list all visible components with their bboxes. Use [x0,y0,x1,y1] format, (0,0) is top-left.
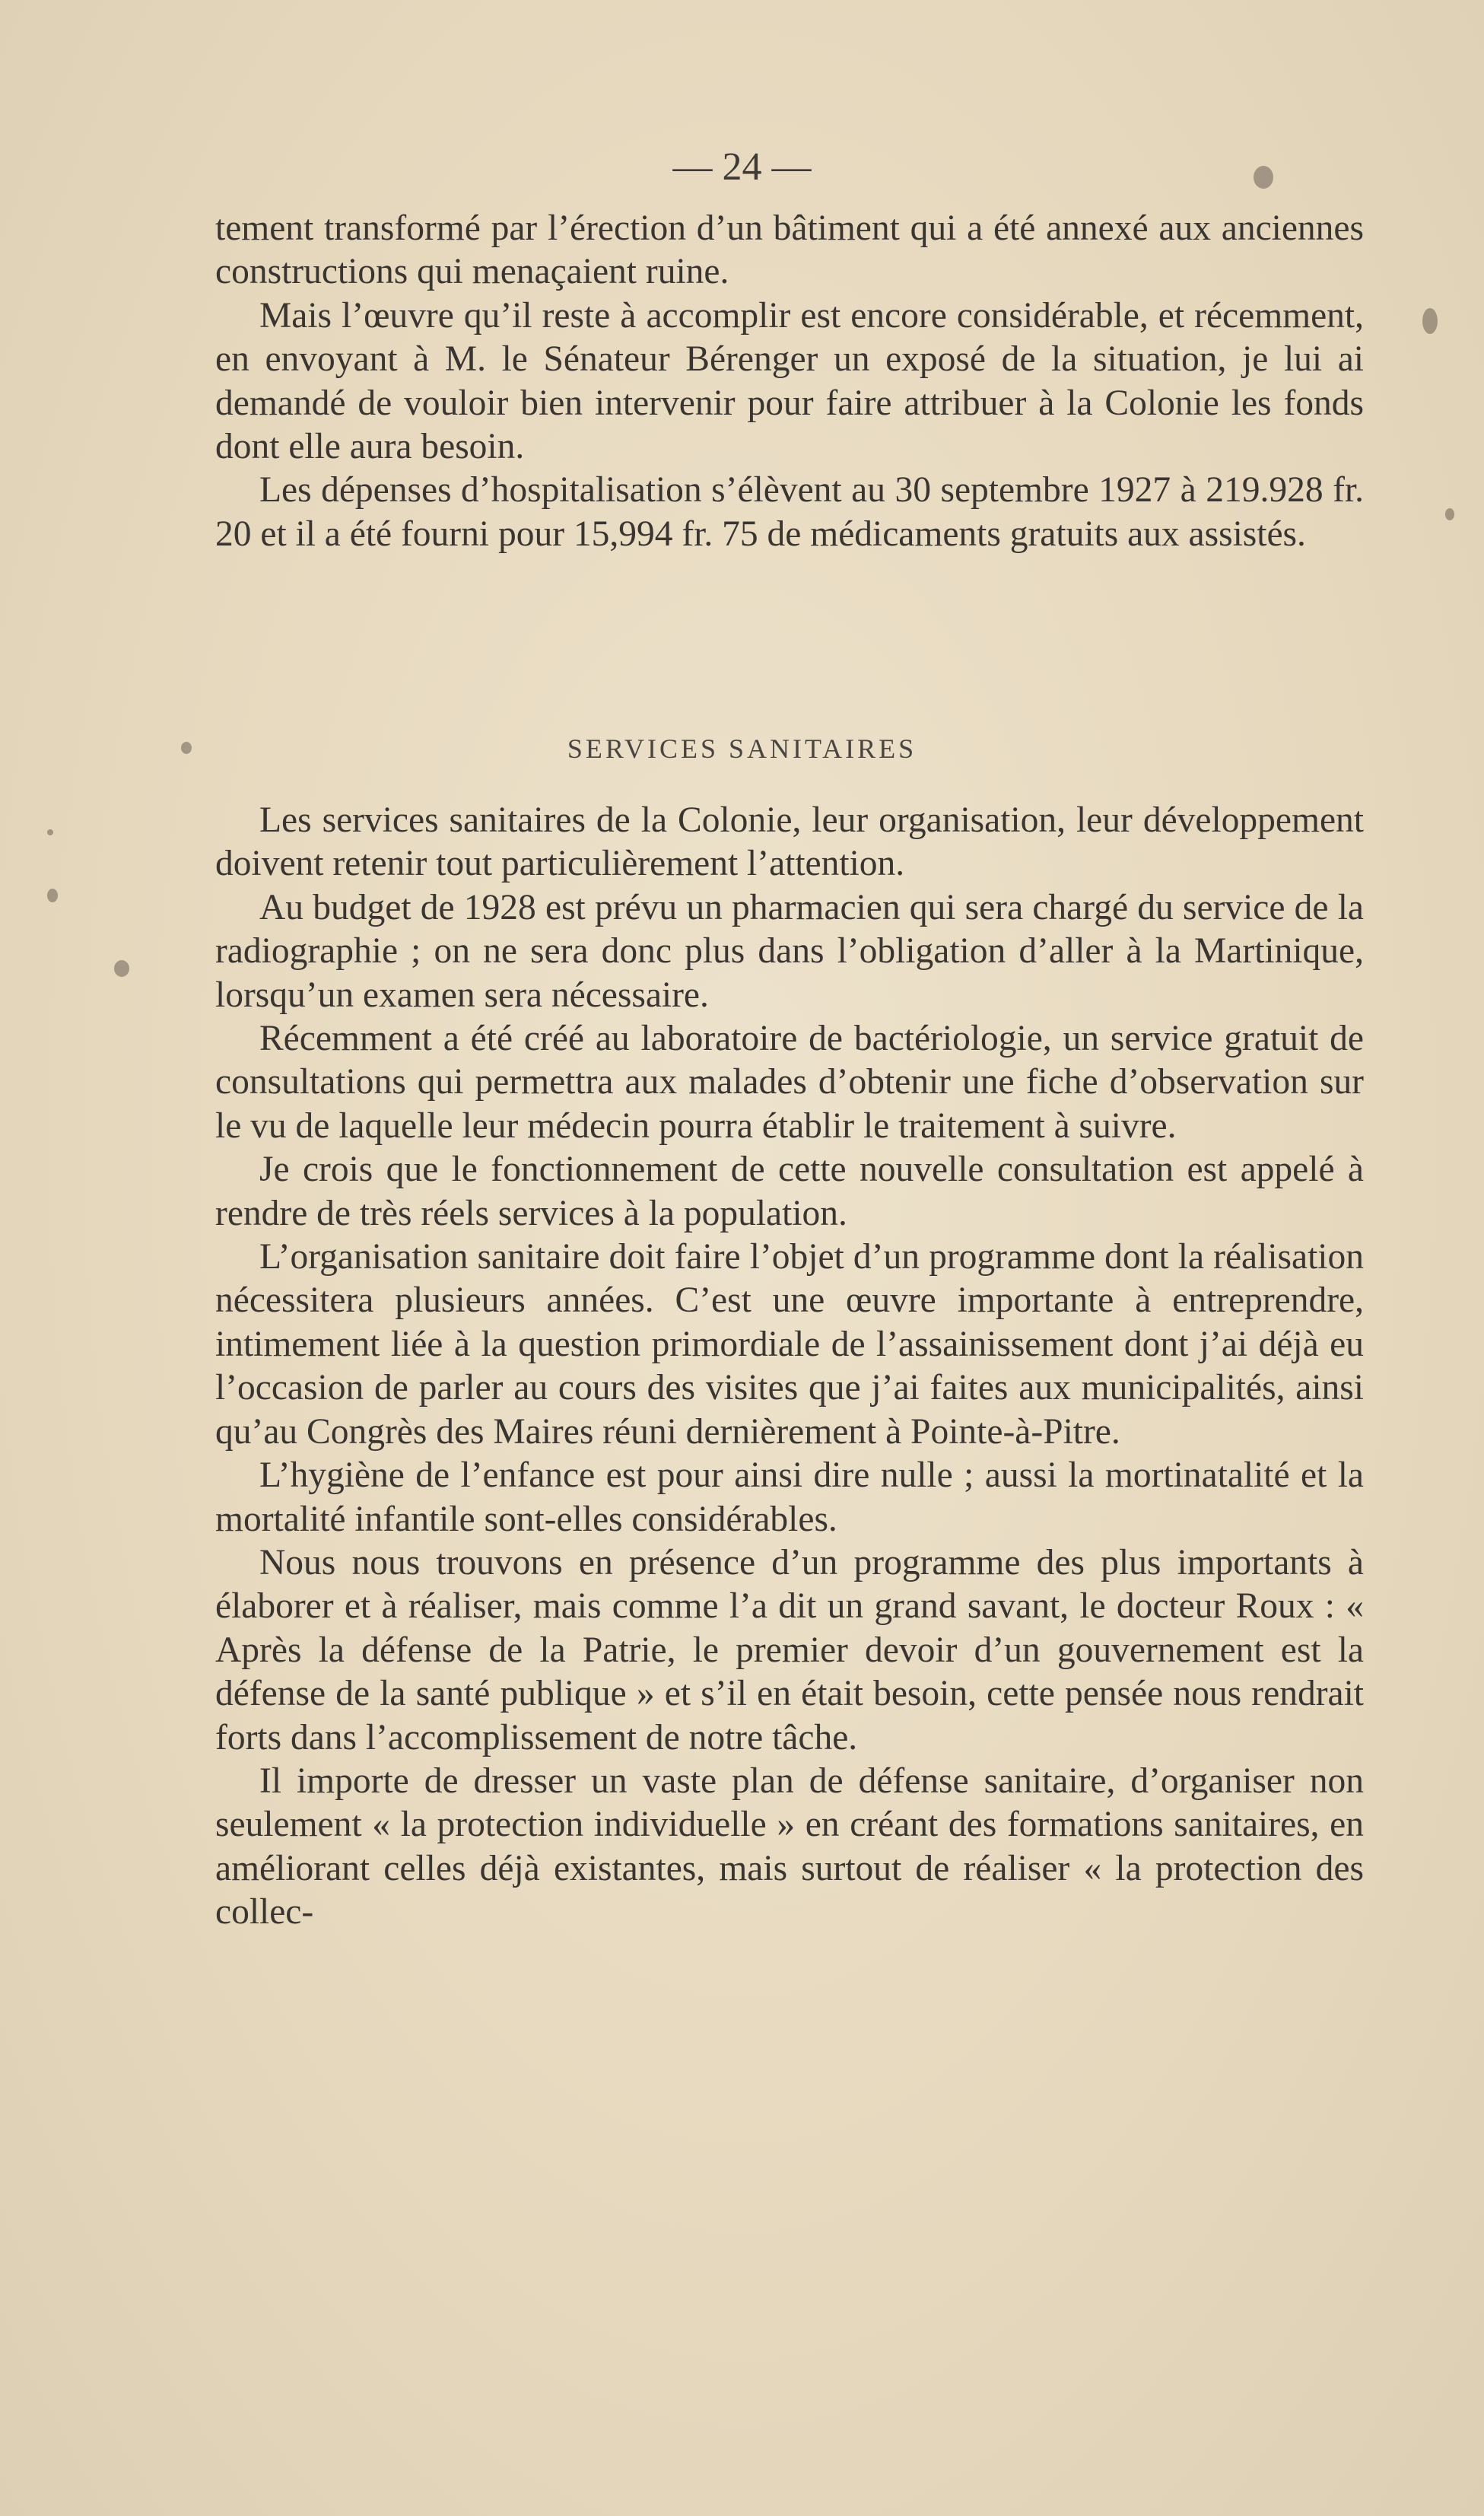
paragraph: Les dépenses d’hospitalisation s’élèvent au 30 septembre 1927 à 219.928 fr. 20 et il a été fourni pour 15,994 fr. 75 de médicaments gratuits aux assistés. [215,470,1364,554]
paragraph: Mais l’œuvre qu’il reste à accomplir est encore considérable, et récemment, en envoyant à M. le Sénateur Bérenger un exposé de la situation, je lui ai demandé de vouloir bien intervenir pour faire attribuer à la Colonie les fonds dont elle aura besoin. [215,295,1364,467]
paragraph: Récemment a été créé au laboratoire de bactériologie, un service gratuit de consultations qui permettra aux malades d’obtenir une fiche d’observation sur le vu de laquelle leur médecin pourra établir le traitement à suivre. [215,1019,1364,1146]
paragraph: Il importe de dresser un vaste plan de défense sanitaire, d’organiser non seulement « la protection individuelle » en créant des formations sanitaires, en améliorant celles déjà existantes, mais surtout de réaliser « la protection des collec- [215,1761,1364,1932]
intro-text [215,207,1364,556]
paragraph: Les services sanitaires de la Colonie, leur organisation, leur développement doivent retenir tout particulièrement l’attention. [215,800,1364,884]
paragraph: Nous nous trouvons en présence d’un programme des plus importants à élaborer et à réaliser, mais comme l’a dit un grand savant, le docteur Roux : « Après la défense de la Patrie, le premier devoir d’un gouvernement est la défense de la santé publique » et s’il en était besoin, cette pensée nous rendrait forts dans l’accomplissement de notre tâche. [215,1542,1364,1757]
scan-speck [1254,166,1273,189]
page-number: — 24 — [672,145,812,189]
scan-speck [1422,308,1438,334]
paragraph: tement transformé par l’érection d’un bâtiment qui a été annexé aux anciennes constructions qui menaçaient ruine. [215,208,1364,292]
scan-speck [114,960,129,977]
scan-speck [1445,508,1454,520]
paragraph: Au budget de 1928 est prévu un pharmacien qui sera chargé du service de la radiographie ; on ne sera donc plus dans l’obligation d’aller à la Martinique, lorsqu’un examen sera nécessaire. [215,887,1364,1015]
scan-speck [47,889,58,902]
paragraph: L’organisation sanitaire doit faire l’objet d’un programme dont la réalisation nécessitera plusieurs années. C’est une œuvre importante à entreprendre, intimement liée à la question primordiale de l’assainissement dont j’ai déjà eu l’occasion de parler au cours des visites que j’ai faites aux municipalités, ainsi qu’au Congrès des Maires réuni dernièrement à Pointe-à-Pitre. [215,1237,1364,1452]
paragraph: L’hygiène de l’enfance est pour ainsi dire nulle ; aussi la mortinatalité et la mortalité infantile sont-elles considérables. [215,1455,1364,1539]
section-heading: SERVICES SANITAIRES [567,733,917,764]
scan-speck [181,742,192,754]
scan-speck [47,829,53,835]
section-text [215,799,1364,1935]
paragraph: Je crois que le fonctionnement de cette nouvelle consultation est appelé à rendre de très réels services à la population. [215,1150,1364,1233]
